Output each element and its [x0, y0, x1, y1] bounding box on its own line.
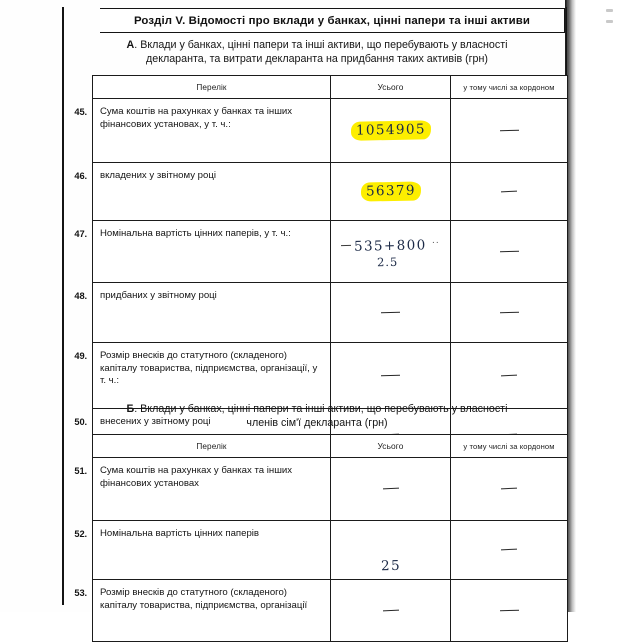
assets-table-family	[74, 434, 568, 642]
row-description-text: Сума коштів на рахунках у банках та інших фінансових установах, у т. ч.:	[100, 106, 293, 130]
row-description-text: вкладених у звітному році	[100, 170, 216, 181]
handwritten-dash-mark	[499, 610, 518, 612]
handwritten-dash-mark	[381, 375, 400, 377]
handwritten-dash-mark	[501, 374, 517, 376]
column-header-abroad: у тому числі за кордоном	[451, 435, 568, 458]
row-number: 47.	[74, 229, 87, 239]
row-abroad-cell	[451, 99, 568, 163]
row-description-text: внесених у звітному році	[100, 416, 211, 427]
column-header-abroad: у тому числі за кордоном	[451, 76, 568, 99]
page-title: Розділ V. Відомості про вклади у банках, цінні папери та інші активи	[134, 14, 530, 27]
row-number: 46.	[74, 171, 87, 181]
stray-pen-tick	[341, 245, 351, 246]
row-description-cell	[74, 343, 331, 409]
handwritten-total-second-line: 2.5	[376, 254, 399, 269]
handwritten-total-value: 56379	[360, 181, 420, 201]
handwritten-dash-mark	[501, 549, 517, 551]
subsection-a-caption	[82, 38, 552, 66]
handwritten-total-value: 25	[380, 557, 401, 575]
row-description-cell	[74, 221, 331, 283]
table-row	[93, 163, 568, 221]
handwritten-dash-mark	[499, 312, 518, 314]
subsection-b-caption-line1: . Вклади у банках, цінні папери та інші активи, що перебувають у власності	[134, 403, 508, 415]
subsection-b-caption-line2: членів сім'ї декларанта (грн)	[246, 417, 388, 430]
subsection-b-caption	[82, 402, 552, 430]
row-description-text: Номінальна вартість цінних паперів, у т. ч.:	[100, 228, 291, 239]
row-abroad-cell	[451, 283, 568, 343]
row-total-cell	[331, 458, 451, 521]
subsection-b-marker: Б	[126, 403, 135, 415]
row-description-cell	[74, 521, 331, 580]
row-description-cell	[74, 283, 331, 343]
row-description-cell	[74, 580, 331, 642]
table-row	[93, 458, 568, 521]
column-header-total: Усього	[331, 435, 451, 458]
handwritten-dash-mark	[381, 312, 400, 314]
row-description-cell	[74, 458, 331, 521]
column-header-total: Усього	[331, 76, 451, 99]
handwritten-dash-mark	[382, 488, 398, 490]
row-total-cell	[331, 99, 451, 163]
row-number: 49.	[74, 351, 87, 361]
subsection-a-caption-line1: . Вклади у банках, цінні папери та інші активи, що перебувають у власності	[134, 39, 508, 51]
handwritten-total-expression: 535+800 ..	[341, 236, 439, 254]
table-row	[93, 580, 568, 642]
stray-pen-dots: ..	[432, 235, 440, 247]
handwritten-total-value: 1054905	[350, 120, 430, 141]
row-total-cell	[331, 221, 451, 283]
table-row	[93, 283, 568, 343]
subsection-a-marker: А	[126, 39, 135, 51]
table-header-row	[93, 435, 568, 458]
row-number: 48.	[74, 291, 87, 301]
table-row	[93, 221, 568, 283]
row-number: 51.	[74, 466, 87, 476]
row-number: 52.	[74, 529, 87, 539]
page-outside-margin	[576, 0, 629, 612]
row-description-cell	[74, 163, 331, 221]
row-abroad-cell	[451, 221, 568, 283]
row-abroad-cell	[451, 458, 568, 521]
handwritten-dash-mark	[501, 190, 517, 192]
column-header-description: Перелік	[93, 76, 331, 99]
row-total-cell	[331, 580, 451, 642]
row-description-text: Номінальна вартість цінних паперів	[100, 528, 260, 539]
row-abroad-cell	[451, 521, 568, 580]
handwritten-dash-mark	[382, 609, 398, 611]
table-row	[93, 99, 568, 163]
row-abroad-cell	[451, 343, 568, 409]
row-total-cell	[331, 521, 451, 580]
row-description-text: придбаних у звітному році	[100, 290, 217, 301]
row-abroad-cell	[451, 163, 568, 221]
row-number: 50.	[74, 417, 87, 427]
row-abroad-cell	[451, 580, 568, 642]
row-number: 45.	[74, 107, 87, 117]
subsection-a-caption-line2: декларанта, та витрати декларанта на придбання таких активів (грн)	[146, 53, 488, 66]
scan-artifact-speck	[606, 20, 613, 23]
row-description-text: Розмір внесків до статутного (складеного) капіталу товариства, підприємства, організації	[100, 587, 308, 611]
row-number: 53.	[74, 588, 87, 598]
row-total-cell	[331, 343, 451, 409]
table-row	[93, 521, 568, 580]
section-title-banner	[100, 8, 565, 33]
handwritten-dash-mark	[499, 130, 518, 132]
column-header-description: Перелік	[93, 435, 331, 458]
row-total-cell	[331, 283, 451, 343]
handwritten-dash-mark	[499, 251, 518, 253]
row-description-text: Сума коштів на рахунках у банках та інших фінансових установах	[100, 465, 293, 489]
table-row	[93, 343, 568, 409]
row-description-text: Розмір внесків до статутного (складеного) капіталу товариства, підприємства, організації, у т. ч.:	[100, 350, 318, 387]
table-header-row	[93, 76, 568, 99]
row-description-cell	[74, 99, 331, 163]
scan-artifact-speck	[606, 9, 613, 12]
row-total-cell	[331, 163, 451, 221]
handwritten-dash-mark	[501, 488, 517, 490]
